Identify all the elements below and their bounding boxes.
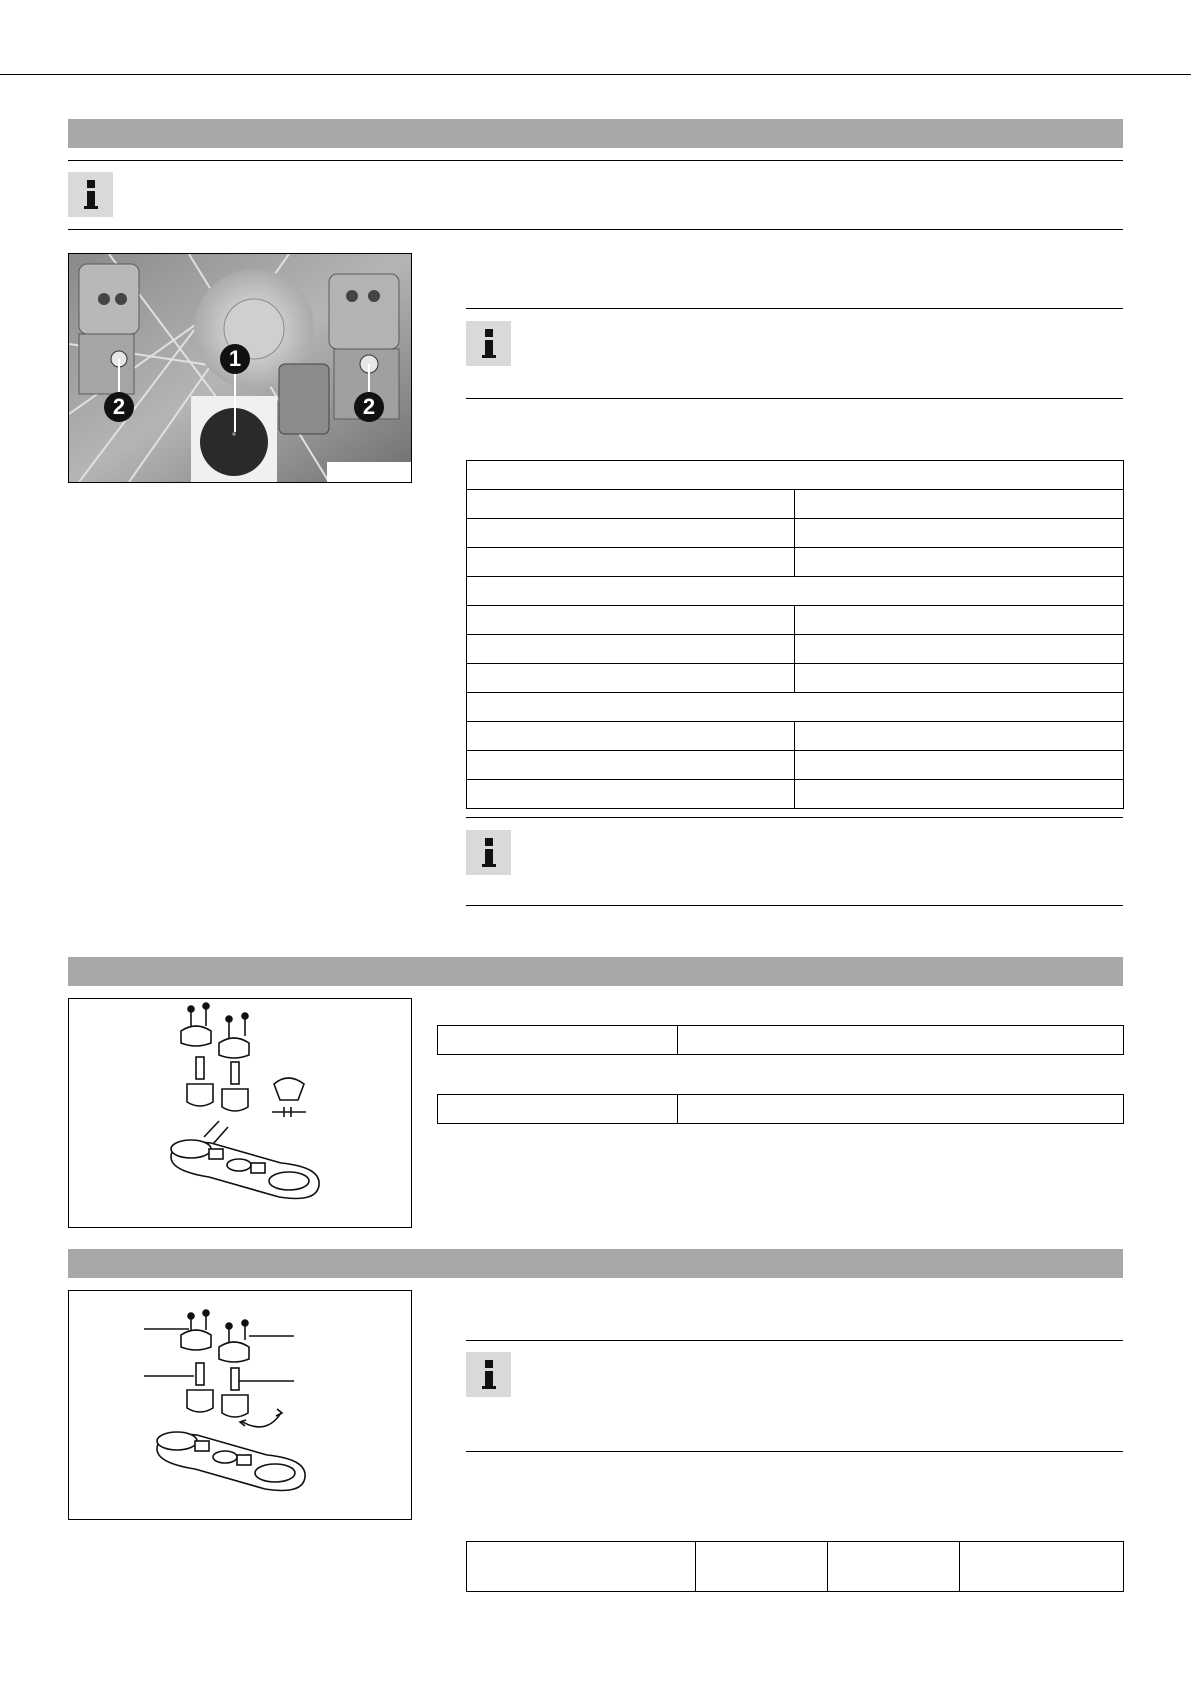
small-table-2 [437,1094,1124,1124]
small-table-cell [438,1026,678,1055]
spec-cell [795,606,1124,635]
spec-cell [467,780,795,809]
info-icon [466,830,511,875]
note-rule-top-1 [68,160,1123,161]
note-rule-bottom-2 [466,398,1123,399]
spec-cell [467,664,795,693]
spec-cell [795,490,1124,519]
spec-cell [795,519,1124,548]
bottom-table-cell [828,1542,960,1592]
note-rule-bottom-4 [466,1451,1123,1452]
bottom-table-cell [467,1542,696,1592]
section-heading-bar-3 [68,1249,1123,1278]
spec-cell [795,548,1124,577]
section-heading-bar-2 [68,957,1123,986]
handlebar-clamp-illustration [69,999,411,1227]
spec-table [466,460,1124,809]
spec-group-heading [467,693,1124,722]
bottom-table-cell [960,1542,1124,1592]
note-rule-bottom-3 [466,905,1123,906]
spec-cell [795,780,1124,809]
bottom-table-cell [696,1542,828,1592]
spec-cell [795,751,1124,780]
small-table-1 [437,1025,1124,1055]
info-icon [466,1352,511,1397]
spec-cell [467,606,795,635]
note-rule-bottom-1 [68,229,1123,230]
handlebar-clamp-position-diagram [68,1290,412,1520]
small-table-cell [678,1026,1124,1055]
spec-cell [467,490,795,519]
handlebar-clamp-diagram [68,998,412,1228]
spec-cell [795,635,1124,664]
callout-1: 1 [220,344,250,374]
note-rule-top-3 [466,817,1123,818]
spec-cell [467,635,795,664]
bottom-table [466,1541,1124,1592]
spec-group-heading [467,577,1124,606]
note-rule-top-2 [466,308,1123,309]
spec-group-heading [467,461,1124,490]
spec-cell [467,751,795,780]
wheel-hub-photo [68,253,412,483]
callout-2-right: 2 [354,392,384,422]
spec-cell [467,519,795,548]
header-rule [0,74,1191,75]
small-table-cell [438,1095,678,1124]
callout-2-left: 2 [104,392,134,422]
handlebar-clamp-position-illustration [69,1291,411,1519]
spec-cell [795,722,1124,751]
spec-cell [467,722,795,751]
small-table-cell [678,1095,1124,1124]
note-rule-top-4 [466,1340,1123,1341]
section-heading-bar-1 [68,119,1123,148]
info-icon [466,321,511,366]
spec-cell [467,548,795,577]
spec-cell [795,664,1124,693]
info-icon [68,172,113,217]
